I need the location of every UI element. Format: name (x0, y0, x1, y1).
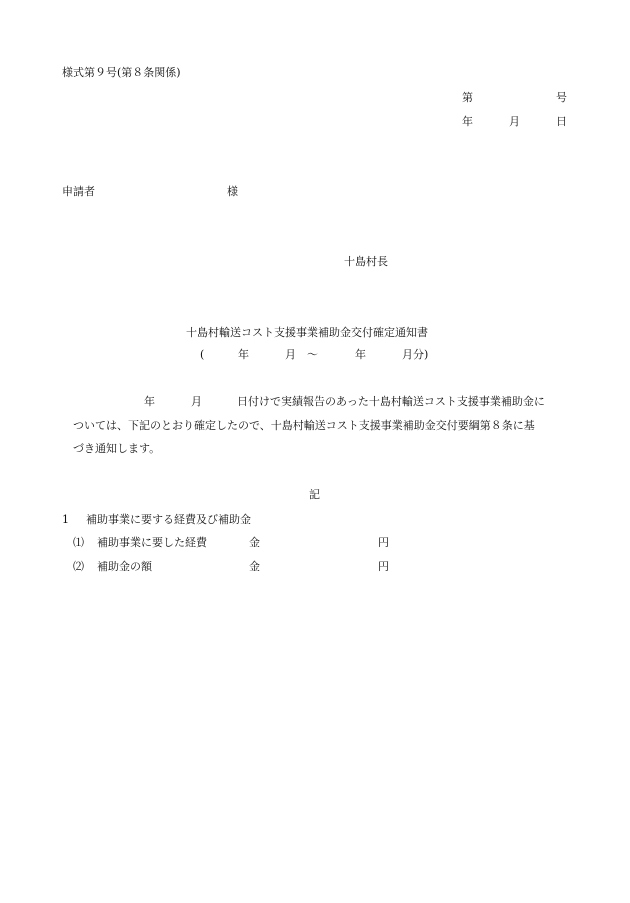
item-yen: 円 (378, 536, 389, 549)
body-line-3: づき通知します。 (73, 442, 161, 455)
applicant-label: 申請者 (62, 185, 95, 198)
applicant-honorific: 様 (227, 185, 238, 198)
item-marker: ⑵ (73, 560, 84, 573)
ki-heading: 記 (309, 488, 320, 501)
ref-number-go: 号 (556, 91, 567, 104)
period-tilde: ～ (307, 348, 318, 361)
issue-date-month: 月 (509, 115, 520, 128)
body-year: 年 (144, 395, 155, 408)
issuer-name: 十島村長 (344, 255, 388, 268)
item-label: 補助金の額 (97, 560, 152, 573)
section-1-heading: 補助事業に要する経費及び補助金 (86, 513, 251, 526)
body-month: 月 (191, 395, 202, 408)
period-month-1: 月 (285, 348, 296, 361)
item-label: 補助事業に要した経費 (97, 536, 207, 549)
item-yen: 円 (378, 560, 389, 573)
section-1-number: 1 (62, 513, 69, 526)
body-line-1: 日付けで実績報告のあった十島村輸送コスト支援事業補助金に (237, 395, 545, 408)
ref-number-dai: 第 (462, 91, 473, 104)
form-number: 様式第９号(第８条関係) (62, 66, 181, 79)
item-kin: 金 (249, 536, 260, 549)
period-month-2-close: 月分) (402, 348, 429, 361)
period-open-paren: ( (200, 348, 205, 361)
item-marker: ⑴ (73, 536, 84, 549)
issue-date-day: 日 (556, 115, 567, 128)
period-year-2: 年 (355, 348, 366, 361)
item-kin: 金 (249, 560, 260, 573)
body-line-2: ついては、下記のとおり確定したので、十島村輸送コスト支援事業補助金交付要綱第８条に基 (73, 419, 535, 432)
issue-date-year: 年 (462, 115, 473, 128)
period-year-1: 年 (238, 348, 249, 361)
document-title: 十島村輸送コスト支援事業補助金交付確定通知書 (186, 326, 428, 339)
